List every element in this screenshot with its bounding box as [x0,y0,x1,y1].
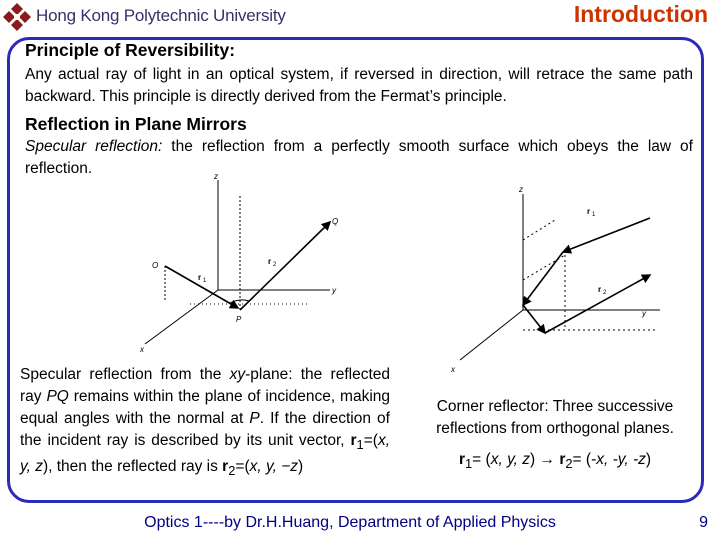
reflected-ray [240,222,330,310]
fig1-label-r1: r [198,273,202,282]
internal-ray-2 [523,305,545,333]
specular-term: Specular reflection: [25,138,163,155]
fig2-label-z: z [519,185,523,194]
reflection-heading: Reflection in Plane Mirrors [25,114,247,134]
fig2-label-r2: r [598,285,602,294]
specular-caption: Specular reflection from the xy-plane: the reflected ray PQ remains within the plane of incidence, making equal angles with the normal at P. If the direction of the incident ray is described by its unit vector, $r_1=(x$, y, z), then the reflected ray is $r_2=(x$, y, −z) [20,366,391,479]
fig2-label-r1: r [587,207,591,216]
incident-ray [563,218,650,252]
fig2-label-x: x [451,365,455,374]
x-axis [145,290,218,344]
footer-credit: Optics 1----by Dr.H.Huang, Department of Applied Physics [144,514,556,531]
fig2-label-r1-sub: 1 [592,212,596,218]
reversibility-heading: Principle of Reversibility: [25,40,236,60]
fig1-label-x: x [140,345,144,354]
corner-reflector-formula: $r_1= (x$, y, $z) \to r_2= (-x$, -y, -z) [458,451,652,472]
fig1-label-r2: r [268,257,272,266]
specular-definition-text: the reflection from a perfectly smooth surface which obeys the law of reflection. [25,138,693,177]
internal-ray [523,252,563,305]
fig1-label-y: y [332,286,336,295]
fig1-label-o: O [152,261,159,270]
specular-reflection-figure [130,172,370,360]
fig1-label-r1-sub: 1 [203,278,207,284]
reflected-ray [545,275,650,333]
reversibility-text: Any actual ray of light in an optical system, if reversed in direction, will retrace the same path backward. This principle is directly derived from the Fermat’s principle. [25,66,693,105]
fig1-label-r2-sub: 2 [273,262,277,268]
corner-reflector-figure [435,180,675,375]
fig1-label-z: z [214,172,218,181]
x-axis [460,310,523,360]
page-number: 9 [699,514,708,531]
fig2-label-y: y [642,309,646,318]
fig1-label-p: P [236,315,242,324]
fig2-label-r2-sub: 2 [603,290,607,296]
section-title: Introduction [573,1,708,27]
university-logo [1,1,33,33]
fig1-label-q: Q [332,217,339,226]
university-name: Hong Kong Polytechnic University [36,6,286,25]
corner-reflector-caption: Corner reflector: Three successive reflections from orthogonal planes. [436,398,674,437]
